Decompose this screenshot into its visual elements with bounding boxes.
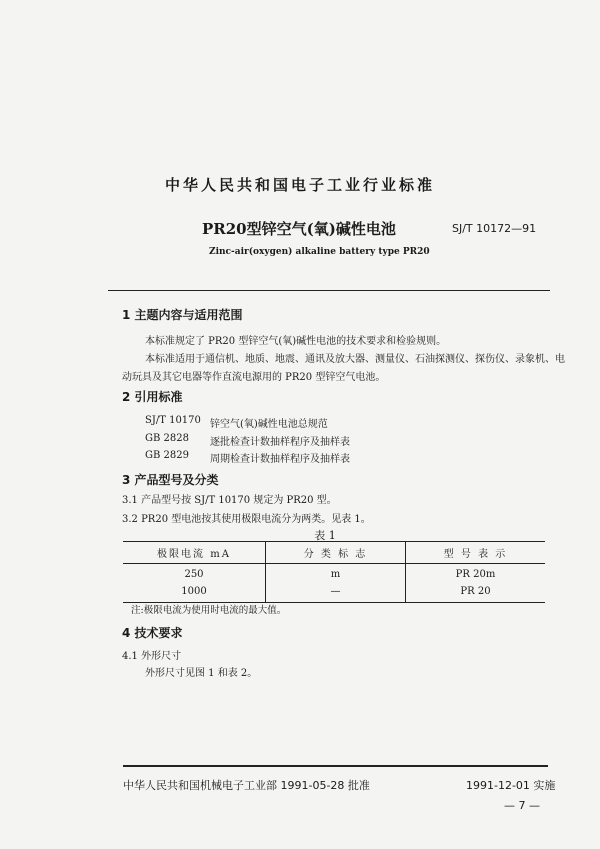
ref-code: GB 2829 — [145, 450, 189, 461]
footer-divider — [123, 765, 548, 767]
section-1-heading: 1 主题内容与适用范围 — [122, 308, 243, 322]
header-divider — [108, 290, 550, 291]
clause-4-1-text: 外形尺寸见图 1 和表 2。 — [145, 668, 258, 679]
table-cell: m — [266, 564, 406, 584]
document-title-en: Zinc-air(oxygen) alkaline battery type PR20 — [209, 247, 430, 257]
column-header: 型 号 表 示 — [406, 542, 546, 564]
classification-table — [123, 541, 545, 603]
ref-title: 逐批检查计数抽样程序及抽样表 — [210, 437, 350, 448]
table-note: 注:极限电流为使用时电流的最大值。 — [131, 605, 287, 616]
table-cell: PR 20 — [406, 583, 546, 603]
table-row — [123, 583, 545, 603]
section-4-heading: 4 技术要求 — [122, 626, 183, 640]
clause-3-2: 3.2 PR20 型电池按其使用极限电流分为两类。见表 1。 — [122, 514, 371, 525]
ref-code: GB 2828 — [145, 433, 189, 444]
column-header: 分 类 标 志 — [266, 542, 406, 564]
effective-date: 1991-12-01 实施 — [466, 779, 556, 792]
table-header-row — [123, 542, 545, 564]
ref-title: 周期检查计数抽样程序及抽样表 — [210, 454, 350, 465]
issuing-organization: 中华人民共和国电子工业行业标准 — [164, 176, 435, 194]
table-cell: — — [266, 583, 406, 603]
table-cell: 1000 — [123, 583, 266, 603]
section-1-paragraph-2-cont: 动玩具及其它电器等作直流电源用的 PR20 型锌空气电池。 — [122, 372, 386, 383]
standard-number: SJ/T 10172—91 — [452, 222, 537, 235]
section-2-heading: 2 引用标准 — [122, 390, 183, 404]
clause-3-1: 3.1 产品型号按 SJ/T 10170 规定为 PR20 型。 — [122, 495, 337, 506]
table-row — [123, 564, 545, 584]
page-number: — 7 — — [504, 799, 540, 812]
clause-4-1: 4.1 外形尺寸 — [122, 651, 182, 662]
approval-line: 中华人民共和国机械电子工业部 1991-05-28 批准 — [123, 779, 370, 792]
section-1-paragraph-1: 本标准规定了 PR20 型锌空气(氧)碱性电池的技术要求和检验规则。 — [145, 336, 447, 347]
table-caption: 表 1 — [314, 529, 336, 542]
section-3-heading: 3 产品型号及分类 — [122, 473, 219, 487]
table-cell: PR 20m — [406, 564, 546, 584]
table-cell: 250 — [184, 569, 204, 580]
section-1-paragraph-2: 本标准适用于通信机、地质、地震、通讯及放大器、测量仪、石油探测仪、探伤仪、录象机、电 — [145, 354, 565, 365]
column-header: 极限电流 mA — [123, 542, 266, 564]
document-title: PR20型锌空气(氧)碱性电池 — [202, 220, 396, 238]
ref-code: SJ/T 10170 — [145, 415, 201, 426]
ref-title: 锌空气(氧)碱性电池总规范 — [210, 419, 328, 430]
